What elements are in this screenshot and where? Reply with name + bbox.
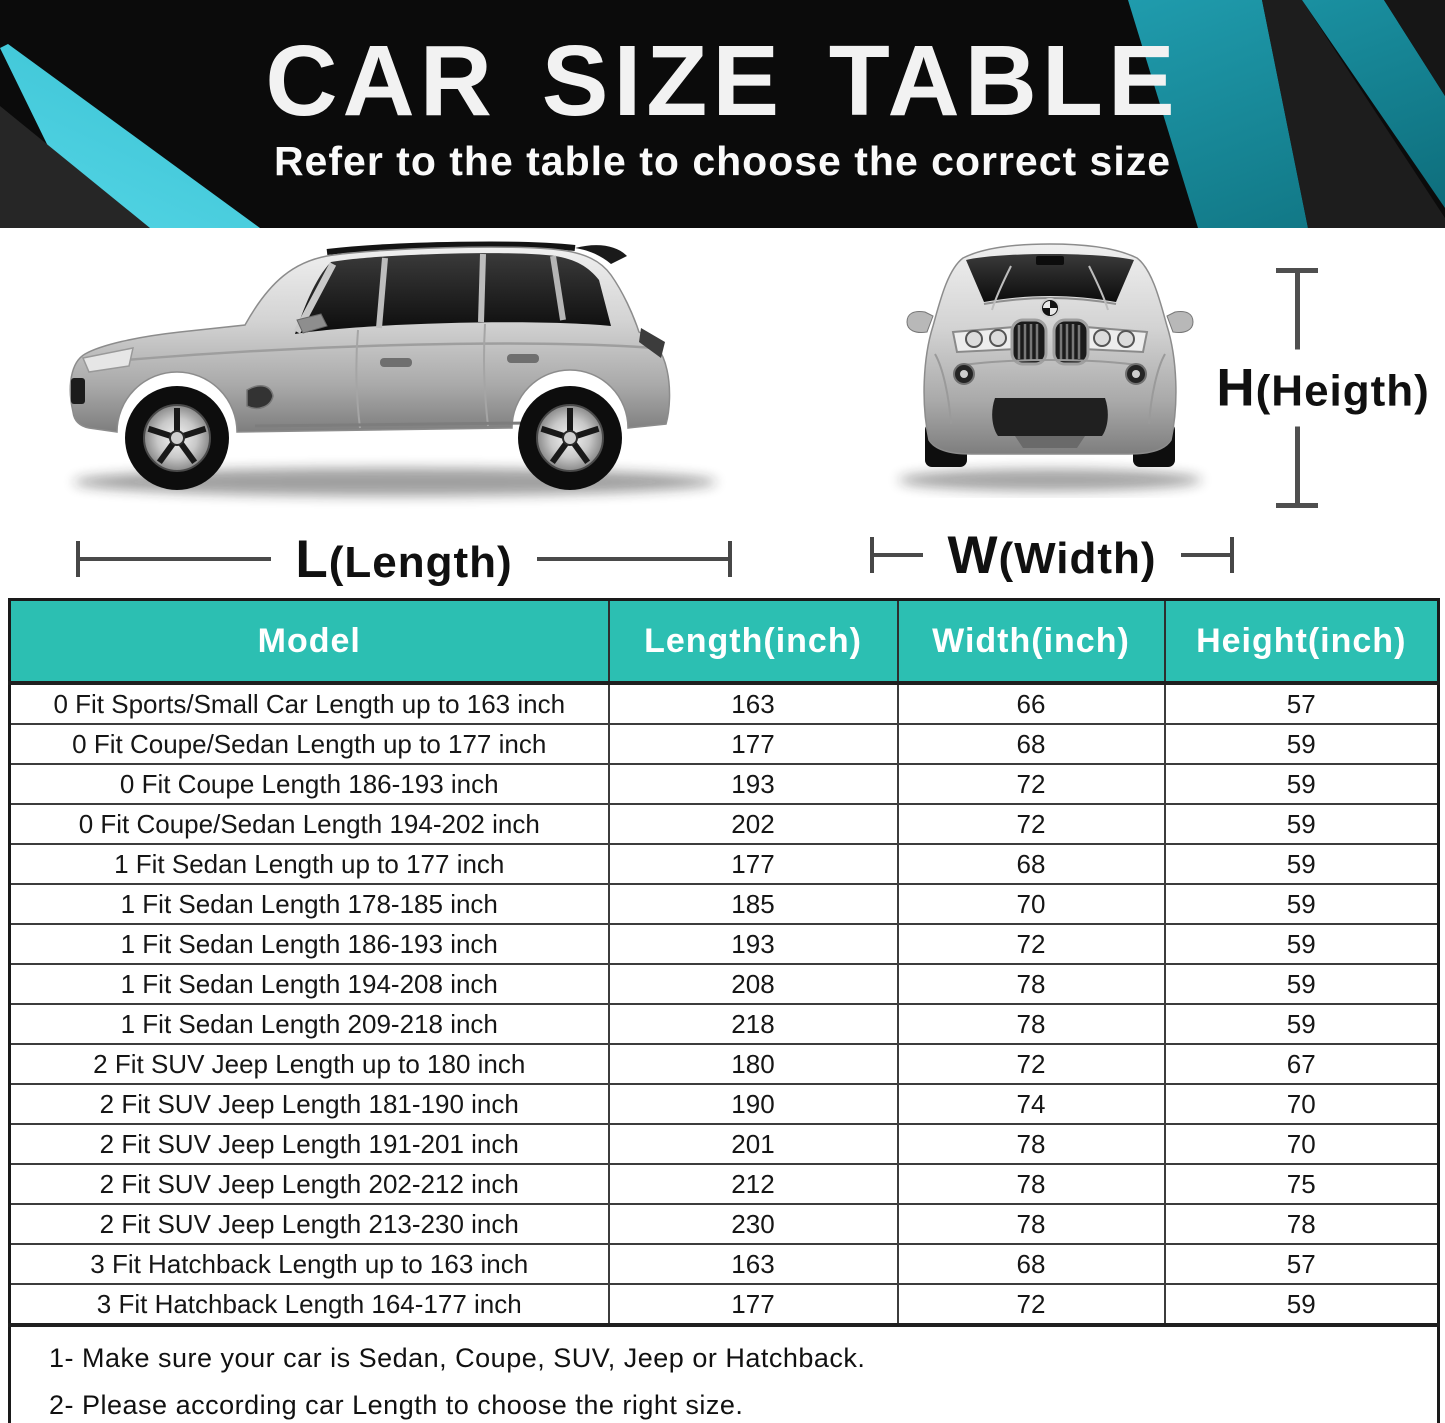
width-cell: 78 xyxy=(898,1004,1165,1044)
model-cell: 1 Fit Sedan Length 186-193 inch xyxy=(10,924,609,964)
length-dimension-line xyxy=(76,529,732,589)
model-cell: 1 Fit Sedan Length up to 177 inch xyxy=(10,844,609,884)
length-cell: 190 xyxy=(609,1084,898,1124)
width-cell: 66 xyxy=(898,683,1165,724)
length-cell: 230 xyxy=(609,1204,898,1244)
column-header-width: Width(inch) xyxy=(898,600,1165,684)
table-row xyxy=(10,884,1439,924)
width-cell: 72 xyxy=(898,1284,1165,1325)
length-cell: 218 xyxy=(609,1004,898,1044)
length-cell: 193 xyxy=(609,924,898,964)
table-notes-row xyxy=(10,1325,1439,1423)
width-cell: 72 xyxy=(898,804,1165,844)
height-dimension-line xyxy=(1216,268,1430,508)
height-cell: 59 xyxy=(1165,844,1439,884)
note-line-2: 2- Please according car Length to choose the right size. xyxy=(49,1390,744,1420)
length-cell: 177 xyxy=(609,724,898,764)
model-cell: 1 Fit Sedan Length 178-185 inch xyxy=(10,884,609,924)
model-cell: 3 Fit Hatchback Length up to 163 inch xyxy=(10,1244,609,1284)
table-row xyxy=(10,804,1439,844)
table-row xyxy=(10,924,1439,964)
width-cell: 68 xyxy=(898,1244,1165,1284)
model-cell: 2 Fit SUV Jeep Length 202-212 inch xyxy=(10,1164,609,1204)
height-cell: 57 xyxy=(1165,683,1439,724)
length-cell: 177 xyxy=(609,844,898,884)
width-cell: 70 xyxy=(898,884,1165,924)
width-cell: 78 xyxy=(898,964,1165,1004)
width-dimension-label: W(Width) xyxy=(947,525,1157,585)
length-cell: 185 xyxy=(609,884,898,924)
length-cell: 202 xyxy=(609,804,898,844)
table-row xyxy=(10,1244,1439,1284)
note-line-1: 1- Make sure your car is Sedan, Coupe, SUV, Jeep or Hatchback. xyxy=(49,1343,866,1373)
height-cell: 59 xyxy=(1165,1004,1439,1044)
page-subtitle: Refer to the table to choose the correct size xyxy=(273,138,1172,184)
height-cell: 59 xyxy=(1165,804,1439,844)
table-row xyxy=(10,1284,1439,1325)
table-row xyxy=(10,1084,1439,1124)
height-dimension-label: H(Heigth) xyxy=(1214,350,1431,427)
height-cell: 59 xyxy=(1165,1284,1439,1325)
width-cell: 72 xyxy=(898,1044,1165,1084)
height-cell: 67 xyxy=(1165,1044,1439,1084)
hero-banner xyxy=(0,0,1445,231)
table-row xyxy=(10,964,1439,1004)
table-row xyxy=(10,683,1439,724)
dimension-endcap xyxy=(1276,503,1318,508)
table-row xyxy=(10,724,1439,764)
table-row xyxy=(10,1204,1439,1244)
dimension-endcap xyxy=(728,541,732,577)
length-cell: 201 xyxy=(609,1124,898,1164)
car-front-view-image xyxy=(865,228,1235,498)
page-title: CAR SIZE TABLE xyxy=(265,25,1180,137)
model-cell: 1 Fit Sedan Length 209-218 inch xyxy=(10,1004,609,1044)
length-cell: 208 xyxy=(609,964,898,1004)
table-row xyxy=(10,1004,1439,1044)
size-table-body xyxy=(10,683,1439,1325)
table-row xyxy=(10,1124,1439,1164)
model-cell: 0 Fit Coupe Length 186-193 inch xyxy=(10,764,609,804)
length-cell: 177 xyxy=(609,1284,898,1325)
table-row xyxy=(10,1164,1439,1204)
length-cell: 180 xyxy=(609,1044,898,1084)
width-cell: 78 xyxy=(898,1164,1165,1204)
width-cell: 72 xyxy=(898,924,1165,964)
height-cell: 59 xyxy=(1165,724,1439,764)
dimension-endcap xyxy=(1230,537,1234,573)
model-cell: 0 Fit Coupe/Sedan Length up to 177 inch xyxy=(10,724,609,764)
model-cell: 0 Fit Sports/Small Car Length up to 163 inch xyxy=(10,683,609,724)
column-header-model: Model xyxy=(10,600,609,684)
height-cell: 57 xyxy=(1165,1244,1439,1284)
model-cell: 3 Fit Hatchback Length 164-177 inch xyxy=(10,1284,609,1325)
width-cell: 78 xyxy=(898,1124,1165,1164)
table-header-row xyxy=(10,600,1439,684)
height-cell: 59 xyxy=(1165,924,1439,964)
width-cell: 74 xyxy=(898,1084,1165,1124)
table-row xyxy=(10,844,1439,884)
model-cell: 1 Fit Sedan Length 194-208 inch xyxy=(10,964,609,1004)
front-wheel xyxy=(125,386,229,490)
size-table xyxy=(8,598,1440,1423)
model-cell: 0 Fit Coupe/Sedan Length 194-202 inch xyxy=(10,804,609,844)
width-cell: 68 xyxy=(898,724,1165,764)
height-cell: 70 xyxy=(1165,1124,1439,1164)
width-cell: 68 xyxy=(898,844,1165,884)
model-cell: 2 Fit SUV Jeep Length 213-230 inch xyxy=(10,1204,609,1244)
model-cell: 2 Fit SUV Jeep Length up to 180 inch xyxy=(10,1044,609,1084)
length-dimension-label: L(Length) xyxy=(295,529,513,589)
column-header-length: Length(inch) xyxy=(609,600,898,684)
height-cell: 70 xyxy=(1165,1084,1439,1124)
width-cell: 78 xyxy=(898,1204,1165,1244)
car-side-view-image xyxy=(55,230,745,510)
column-header-height: Height(inch) xyxy=(1165,600,1439,684)
model-cell: 2 Fit SUV Jeep Length 191-201 inch xyxy=(10,1124,609,1164)
height-cell: 59 xyxy=(1165,964,1439,1004)
table-row xyxy=(10,1044,1439,1084)
car-dimension-diagram xyxy=(0,228,1445,598)
length-cell: 163 xyxy=(609,1244,898,1284)
height-cell: 75 xyxy=(1165,1164,1439,1204)
length-cell: 163 xyxy=(609,683,898,724)
model-cell: 2 Fit SUV Jeep Length 181-190 inch xyxy=(10,1084,609,1124)
height-cell: 59 xyxy=(1165,884,1439,924)
height-cell: 78 xyxy=(1165,1204,1439,1244)
length-cell: 212 xyxy=(609,1164,898,1204)
width-dimension-line xyxy=(870,525,1234,585)
width-cell: 72 xyxy=(898,764,1165,804)
rear-wheel xyxy=(518,386,622,490)
length-cell: 193 xyxy=(609,764,898,804)
notes-cell xyxy=(10,1325,1439,1423)
size-table-section xyxy=(8,598,1437,1423)
table-row xyxy=(10,764,1439,804)
height-cell: 59 xyxy=(1165,764,1439,804)
